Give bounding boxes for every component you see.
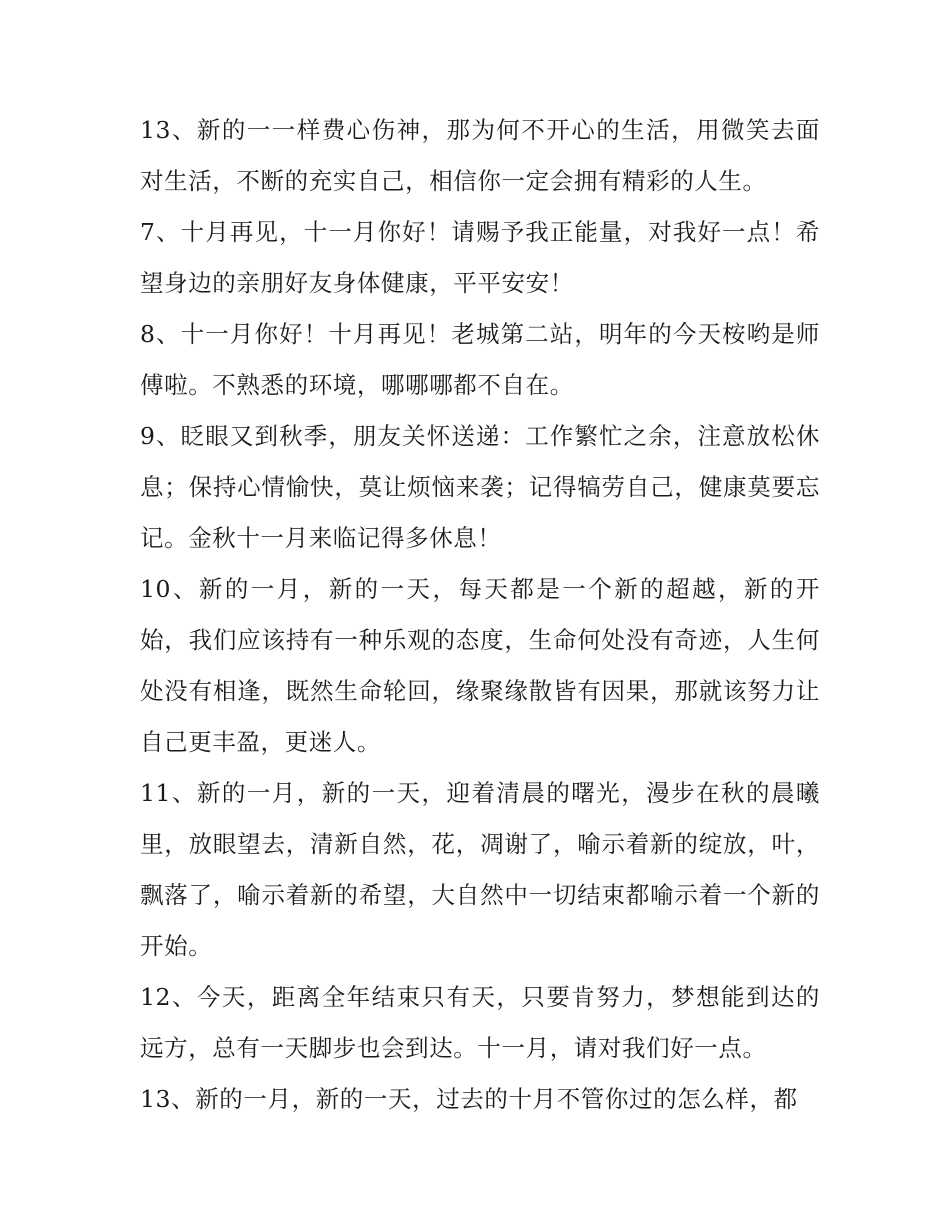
- document-body: [140, 105, 820, 1125]
- paragraph-7: 7、十月再见，十一月你好！请赐予我正能量，对我好一点！希望身边的亲朋好友身体健康，平平安安！: [140, 218, 820, 297]
- paragraph-11: 11、新的一月，新的一天，迎着清晨的曙光，漫步在秋的晨曦里，放眼望去，清新自然，花，凋谢了，喻示着新的绽放，叶，飘落了，喻示着新的希望，大自然中一切结束都喻示着一个新的开始。: [140, 779, 820, 960]
- paragraph-13-second: 13、新的一月，新的一天，过去的十月不管你过的怎么样，都: [140, 1085, 798, 1113]
- paragraph-9: 9、眨眼又到秋季，朋友关怀送递：工作繁忙之余，注意放松休息；保持心情愉快，莫让烦恼来袭；记得犒劳自己，健康莫要忘记。金秋十一月来临记得多休息！: [140, 422, 820, 552]
- paragraph-10: 10、新的一月，新的一天，每天都是一个新的超越，新的开始，我们应该持有一种乐观的态度，生命何处没有奇迹，人生何处没有相逢，既然生命轮回，缘聚缘散皆有因果，那就该努力让自己更丰盈，更迷人。: [140, 575, 820, 756]
- paragraph-12: 12、今天，距离全年结束只有天，只要肯努力，梦想能到达的远方，总有一天脚步也会到达。十一月，请对我们好一点。: [140, 983, 820, 1062]
- paragraph-13-first: 13、新的一一样费心伤神，那为何不开心的生活，用微笑去面对生活，不断的充实自己，相信你一定会拥有精彩的人生。: [140, 116, 820, 195]
- paragraph-8: 8、十一月你好！十月再见！老城第二站，明年的今天桉哟是师傅啦。不熟悉的环境，哪哪哪都不自在。: [140, 320, 820, 399]
